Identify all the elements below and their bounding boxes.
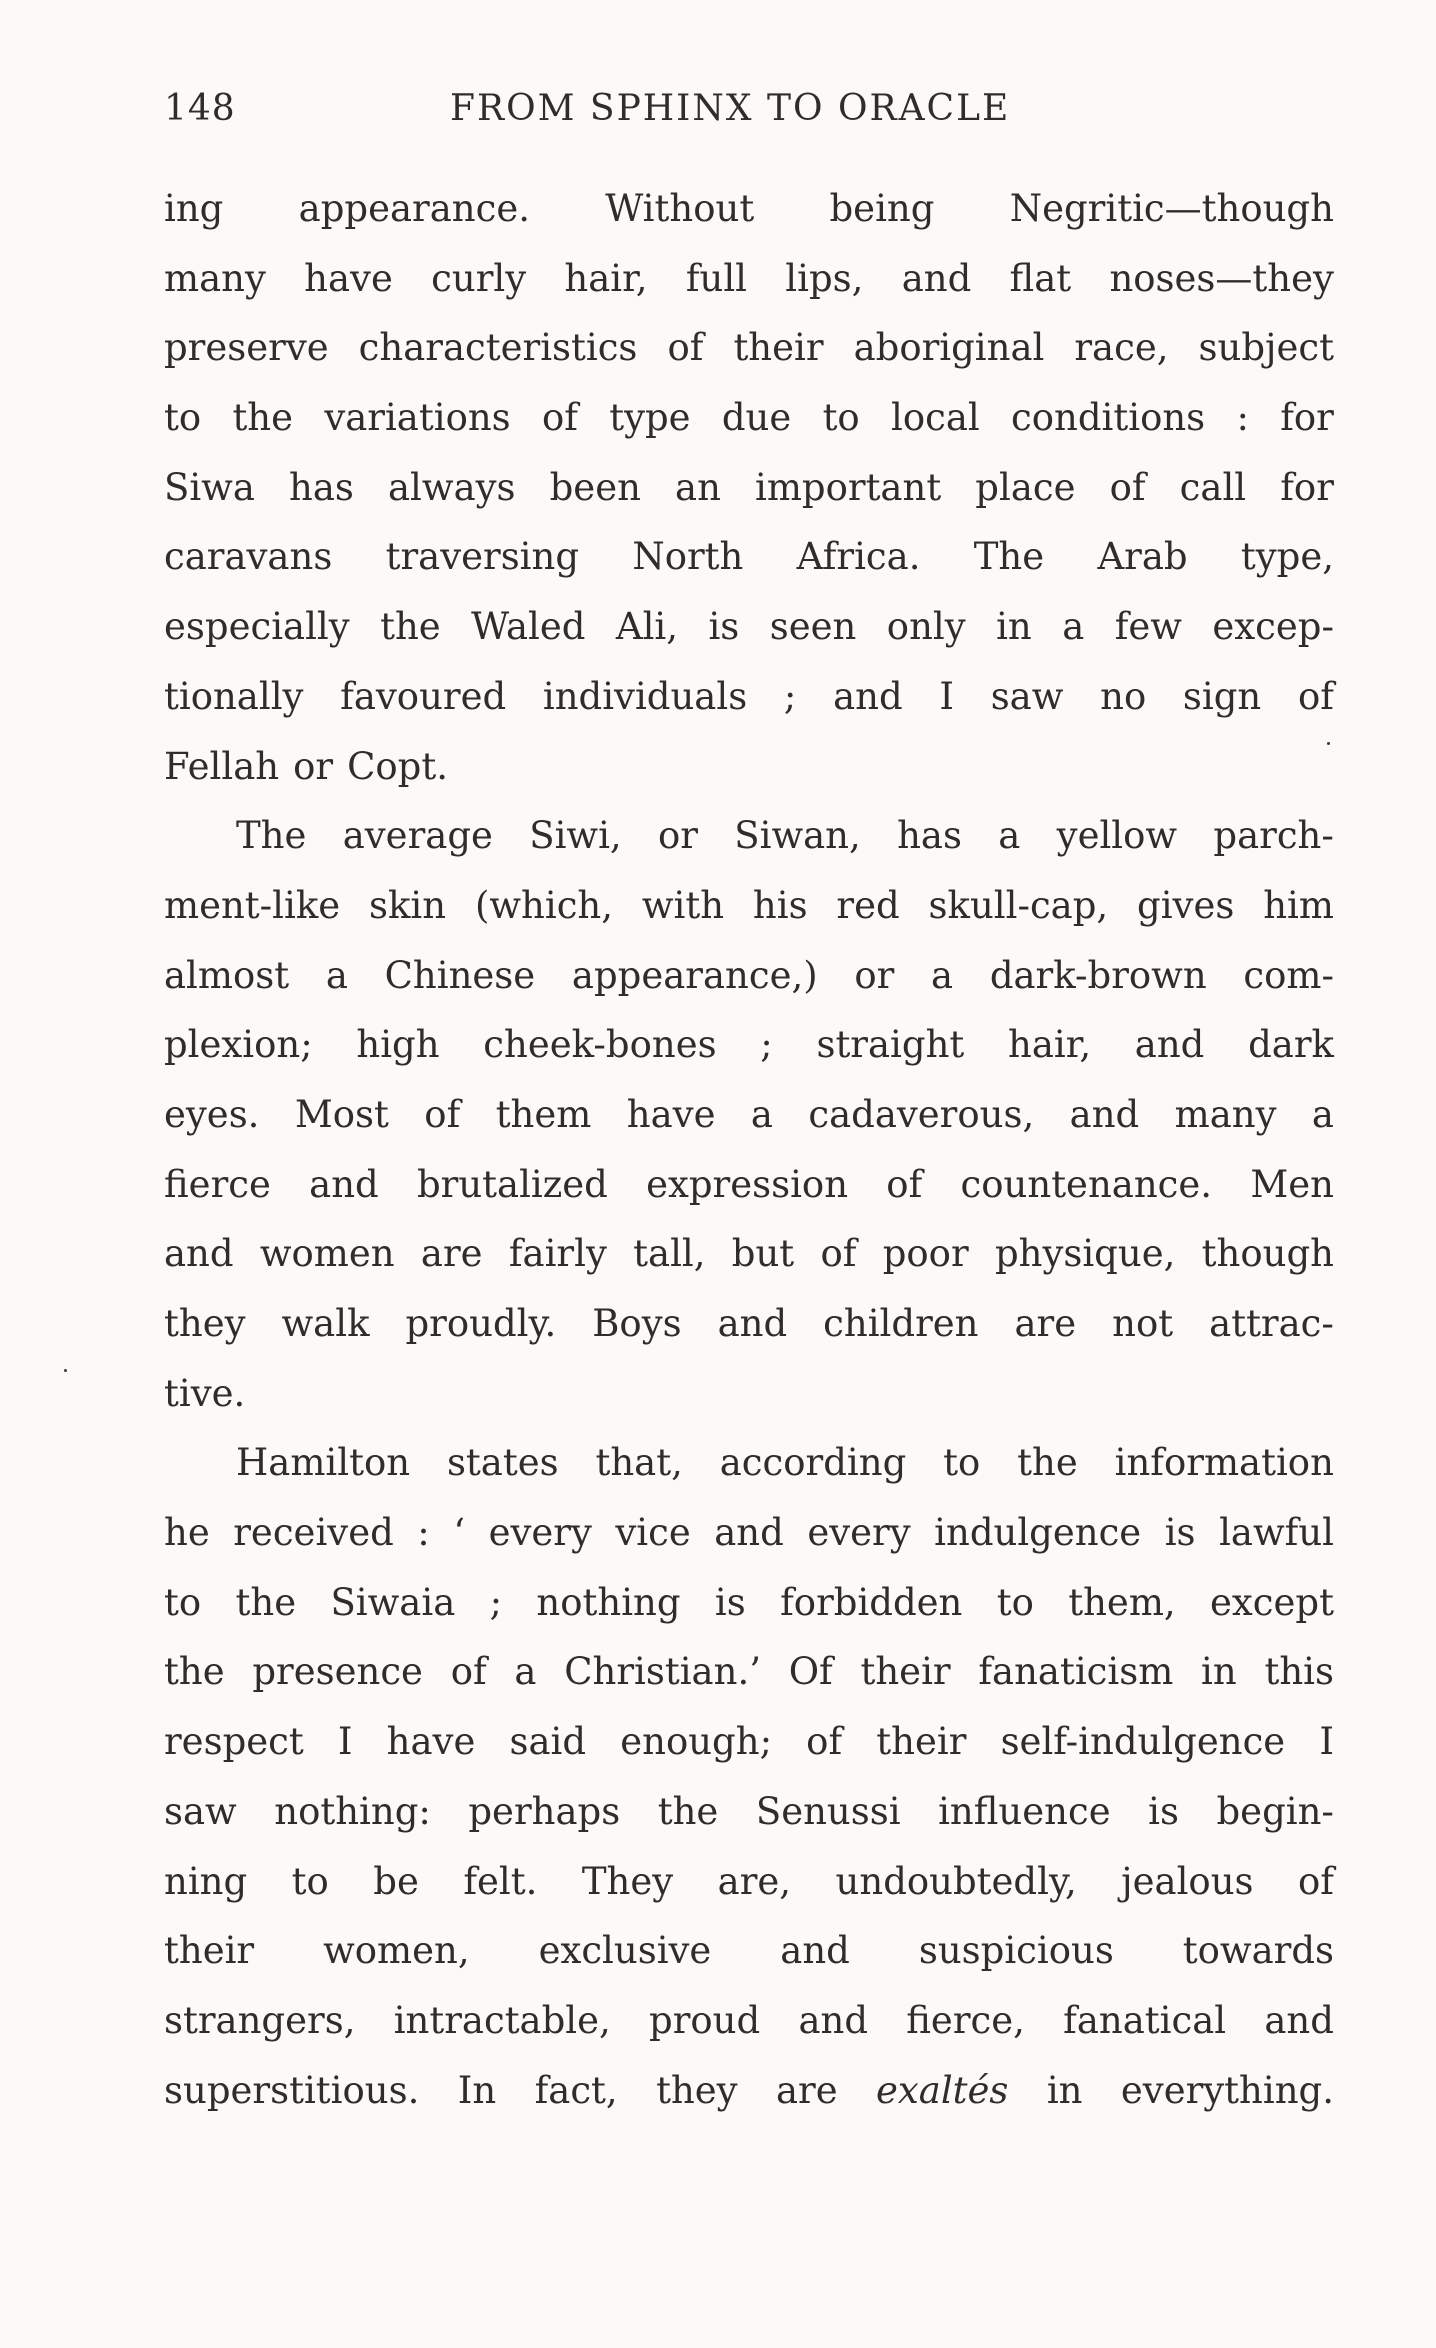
word: preserve — [164, 326, 329, 370]
word: to — [164, 396, 202, 440]
word: walk — [281, 1302, 370, 1345]
word: for — [1280, 396, 1334, 440]
word: for — [1280, 465, 1334, 509]
word: indulgence — [934, 1511, 1142, 1555]
word: of — [820, 1232, 857, 1276]
word: hair, — [1007, 1023, 1092, 1067]
text-line — [164, 313, 1334, 383]
word: and — [780, 1929, 850, 1973]
text-line — [164, 592, 1334, 662]
word: curly — [431, 256, 527, 300]
word: the — [164, 1650, 225, 1694]
word: parch- — [1213, 814, 1334, 858]
word: a — [325, 953, 348, 997]
word: the — [1017, 1441, 1078, 1485]
word: important — [755, 465, 942, 509]
text-line — [164, 1150, 1334, 1220]
word: to — [164, 1580, 202, 1624]
page-header — [164, 82, 1334, 136]
word: flat — [1009, 256, 1072, 300]
word: to — [291, 1859, 329, 1903]
word: only — [886, 605, 966, 649]
word: full — [685, 256, 748, 300]
word: The — [973, 535, 1045, 579]
word: and — [833, 674, 903, 718]
word: Without — [605, 187, 755, 230]
word: dark-brown — [989, 953, 1207, 997]
word: nothing: — [274, 1789, 431, 1833]
word: plexion; — [164, 1023, 313, 1067]
word: Copt. — [347, 744, 448, 788]
word: is — [1148, 1789, 1179, 1833]
word: tionally — [164, 674, 304, 718]
word: due — [721, 396, 792, 440]
text-line — [164, 1777, 1334, 1847]
word: he — [164, 1511, 210, 1555]
word: enough; — [620, 1720, 773, 1764]
word: to — [943, 1441, 981, 1485]
word: I — [337, 1720, 353, 1764]
word: a — [514, 1650, 537, 1694]
word: a — [1311, 1092, 1334, 1136]
word: Siwaia — [330, 1580, 456, 1624]
italic-word: exaltés — [876, 2068, 1009, 2112]
text-line — [164, 383, 1334, 453]
word: nothing — [536, 1580, 681, 1624]
word: of — [886, 1162, 923, 1206]
word: been — [549, 465, 641, 509]
word: seen — [769, 605, 857, 649]
word: ‘ — [453, 1511, 466, 1555]
word: though — [1201, 1232, 1334, 1276]
word: a — [1062, 605, 1085, 649]
text-line — [164, 1916, 1334, 1986]
word: Siwan, — [734, 814, 861, 858]
word: Arab — [1097, 535, 1188, 579]
word: an — [675, 465, 721, 509]
word: of — [424, 1092, 461, 1136]
word: jealous — [1121, 1859, 1254, 1903]
word: them — [495, 1092, 592, 1136]
word: have — [626, 1092, 716, 1136]
text-line — [164, 1359, 1334, 1429]
word: almost — [164, 953, 290, 997]
word: dark — [1248, 1023, 1334, 1067]
text-line — [164, 1498, 1334, 1568]
word: fierce — [164, 1162, 271, 1206]
text-line — [164, 244, 1334, 314]
word: North — [632, 535, 744, 579]
word: to — [996, 1580, 1034, 1624]
word: Hamilton — [236, 1441, 411, 1485]
text-line — [164, 1637, 1334, 1707]
word: the — [232, 396, 294, 440]
word: of — [667, 326, 704, 370]
word: proudly. — [405, 1302, 557, 1345]
word: has — [897, 814, 962, 858]
text-line — [164, 801, 1334, 871]
word: and — [164, 1232, 234, 1276]
word: race, — [1074, 326, 1169, 370]
word: Boys — [592, 1302, 682, 1345]
word: Of — [788, 1650, 833, 1694]
word: begin- — [1216, 1789, 1334, 1833]
text-line — [164, 1707, 1334, 1777]
text-line — [164, 1080, 1334, 1150]
word: strangers, — [164, 1998, 356, 2042]
text-line — [164, 1010, 1334, 1080]
word: skin — [369, 883, 447, 927]
word: individuals — [542, 674, 748, 718]
text-line — [164, 1289, 1334, 1359]
word: or — [293, 744, 334, 788]
word: of — [541, 396, 578, 440]
word: and — [714, 1511, 784, 1555]
word: Waled — [471, 605, 586, 649]
word: high — [356, 1023, 440, 1067]
word: being — [829, 187, 935, 230]
word: information — [1114, 1441, 1334, 1485]
word: influence — [938, 1789, 1111, 1833]
word: Siwi, — [529, 814, 622, 858]
print-speck — [64, 1369, 67, 1372]
word: : — [417, 1511, 430, 1555]
word: variations — [324, 396, 511, 440]
word: a — [931, 953, 954, 997]
word: Christian.’ — [564, 1650, 761, 1694]
word: of — [1109, 465, 1146, 509]
word: Most — [294, 1092, 389, 1136]
word: proud — [649, 1998, 761, 2042]
word: the — [380, 605, 441, 649]
word: this — [1264, 1650, 1334, 1694]
word: skull-cap, — [928, 883, 1109, 927]
word: felt. — [463, 1859, 538, 1903]
word: eyes. — [164, 1092, 260, 1136]
word: especially — [164, 605, 350, 649]
text-line — [164, 662, 1334, 732]
word: Fellah — [164, 744, 280, 788]
word: tive. — [164, 1371, 246, 1415]
word: yellow — [1056, 814, 1178, 858]
word: fierce, — [906, 1998, 1025, 2042]
word: place — [975, 465, 1076, 509]
word: them, — [1068, 1580, 1176, 1624]
word: vice — [615, 1511, 691, 1555]
word: except — [1210, 1580, 1334, 1624]
word: traversing — [385, 535, 580, 579]
word: their — [860, 1650, 951, 1694]
word: they — [164, 1302, 246, 1345]
word: red — [836, 883, 900, 927]
word: type, — [1240, 535, 1334, 579]
word: fairly — [508, 1232, 607, 1276]
word: children — [823, 1302, 979, 1345]
word: undoubtedly, — [835, 1859, 1077, 1903]
word: Senussi — [755, 1789, 901, 1833]
word: their — [733, 326, 824, 370]
word: a — [750, 1092, 773, 1136]
word: are, — [717, 1859, 792, 1903]
word: characteristics — [358, 326, 638, 370]
word: intractable, — [393, 1998, 611, 2042]
text-line — [164, 1847, 1334, 1917]
word: no — [1100, 674, 1147, 718]
word: straight — [816, 1023, 965, 1067]
word: ; — [783, 674, 797, 718]
word: and — [901, 256, 972, 300]
word: many — [164, 256, 266, 300]
text-line — [164, 2056, 1334, 2126]
word: fanaticism — [978, 1650, 1174, 1694]
word: lawful — [1219, 1511, 1334, 1555]
word: fact, — [534, 2068, 618, 2112]
word: and — [1069, 1092, 1140, 1136]
word: and — [1264, 1998, 1334, 2042]
word: has — [289, 465, 354, 509]
word: the — [235, 1580, 297, 1624]
word: in — [1201, 1650, 1237, 1694]
word: I — [1319, 1720, 1334, 1764]
word: saw — [990, 674, 1064, 718]
word: exclusive — [538, 1929, 712, 1973]
word: appearance. — [298, 187, 530, 230]
word: him — [1263, 883, 1334, 927]
word: gives — [1137, 883, 1235, 927]
word: type — [609, 396, 691, 440]
word: of — [1297, 674, 1334, 718]
word: in — [1046, 2068, 1083, 2112]
word: call — [1179, 465, 1247, 509]
word: forbidden — [780, 1580, 963, 1624]
word: of — [1298, 1859, 1334, 1903]
word: according — [719, 1441, 907, 1485]
word: hair, — [564, 256, 648, 300]
word: every — [488, 1511, 592, 1555]
word: attrac- — [1209, 1302, 1334, 1345]
word: presence — [252, 1650, 423, 1694]
word: but — [731, 1232, 795, 1276]
word: be — [373, 1859, 419, 1903]
page-number: 148 — [164, 88, 236, 129]
text-line — [164, 453, 1334, 523]
word: : — [1236, 396, 1249, 440]
word: Siwa — [164, 465, 255, 509]
body-text — [164, 174, 1334, 2125]
word: cadaverous, — [808, 1092, 1035, 1136]
word: noses—they — [1109, 256, 1334, 300]
word: in — [996, 605, 1032, 649]
word: their — [164, 1929, 255, 1973]
text-line — [164, 732, 1334, 802]
word: superstitious. — [164, 2068, 420, 2112]
word: the — [657, 1789, 719, 1833]
word: to — [822, 396, 860, 440]
text-line — [164, 1428, 1334, 1498]
word: their — [876, 1720, 967, 1764]
word: of — [450, 1650, 487, 1694]
word: of — [806, 1720, 843, 1764]
word: states — [446, 1441, 559, 1485]
word: is — [1164, 1511, 1196, 1555]
word: countenance. — [960, 1162, 1213, 1206]
word: are — [1014, 1302, 1077, 1345]
word: subject — [1198, 326, 1334, 370]
word: and — [717, 1302, 788, 1345]
word: ment-like — [164, 883, 341, 927]
word: are — [420, 1232, 483, 1276]
word: with — [641, 883, 725, 927]
word: saw — [164, 1789, 237, 1833]
word: (which, — [474, 883, 614, 927]
text-line — [164, 1986, 1334, 2056]
word: appearance,) — [571, 953, 818, 997]
word: suspicious — [918, 1929, 1114, 1973]
word: respect — [164, 1720, 304, 1764]
word: have — [386, 1720, 476, 1764]
word: women, — [323, 1929, 470, 1973]
word: or — [854, 953, 895, 997]
word: perhaps — [468, 1789, 621, 1833]
word: many — [1174, 1092, 1277, 1136]
word: that, — [595, 1441, 683, 1485]
word: Chinese — [384, 953, 536, 997]
word: a — [998, 814, 1021, 858]
text-line — [164, 522, 1334, 592]
word: and — [798, 1998, 869, 2042]
word: self-indulgence — [1000, 1720, 1286, 1764]
word: always — [388, 465, 516, 509]
word: received — [233, 1511, 394, 1555]
word: Men — [1250, 1162, 1334, 1206]
text-line — [164, 1568, 1334, 1638]
word: ; — [760, 1023, 773, 1067]
print-speck — [1327, 742, 1330, 745]
word: lips, — [785, 256, 864, 300]
word: ; — [489, 1580, 503, 1624]
word: Negritic—though — [1009, 187, 1334, 230]
word: ning — [164, 1859, 248, 1903]
word: said — [509, 1720, 587, 1764]
word: local — [891, 396, 980, 440]
word: I — [939, 674, 954, 718]
word: his — [752, 883, 808, 927]
word: or — [657, 814, 698, 858]
word: com- — [1243, 953, 1334, 997]
word: They — [581, 1859, 674, 1903]
word: The — [236, 814, 307, 858]
word: expression — [646, 1162, 849, 1206]
word: cheek-bones — [483, 1023, 717, 1067]
word: average — [342, 814, 493, 858]
word: and — [1134, 1023, 1205, 1067]
word: have — [304, 256, 393, 300]
word: is — [708, 605, 740, 649]
word: not — [1112, 1302, 1174, 1345]
word: caravans — [164, 535, 333, 579]
word: brutalized — [416, 1162, 608, 1206]
word: are — [775, 2068, 838, 2112]
word: ing — [164, 187, 224, 230]
text-line — [164, 1219, 1334, 1289]
word: few — [1114, 605, 1182, 649]
word: Ali, — [615, 605, 679, 649]
word: and — [309, 1162, 379, 1206]
word: women — [259, 1232, 395, 1276]
text-line — [164, 871, 1334, 941]
word: fanatical — [1063, 1998, 1227, 2042]
word: physique, — [994, 1232, 1176, 1276]
word: In — [457, 2068, 497, 2112]
word: poor — [882, 1232, 969, 1276]
word: favoured — [340, 674, 507, 718]
word: tall, — [633, 1232, 706, 1276]
word: excep- — [1212, 605, 1334, 649]
word: Africa. — [796, 535, 921, 579]
word: they — [656, 2068, 738, 2112]
word: is — [714, 1580, 746, 1624]
word: towards — [1182, 1929, 1334, 1973]
word: conditions — [1011, 396, 1206, 440]
running-title: FROM SPHINX TO ORACLE — [450, 88, 1011, 129]
word: every — [807, 1511, 911, 1555]
text-line — [164, 174, 1334, 244]
word: sign — [1182, 674, 1262, 718]
word: everything. — [1120, 2068, 1334, 2112]
text-line — [164, 941, 1334, 1011]
word: aboriginal — [853, 326, 1045, 370]
